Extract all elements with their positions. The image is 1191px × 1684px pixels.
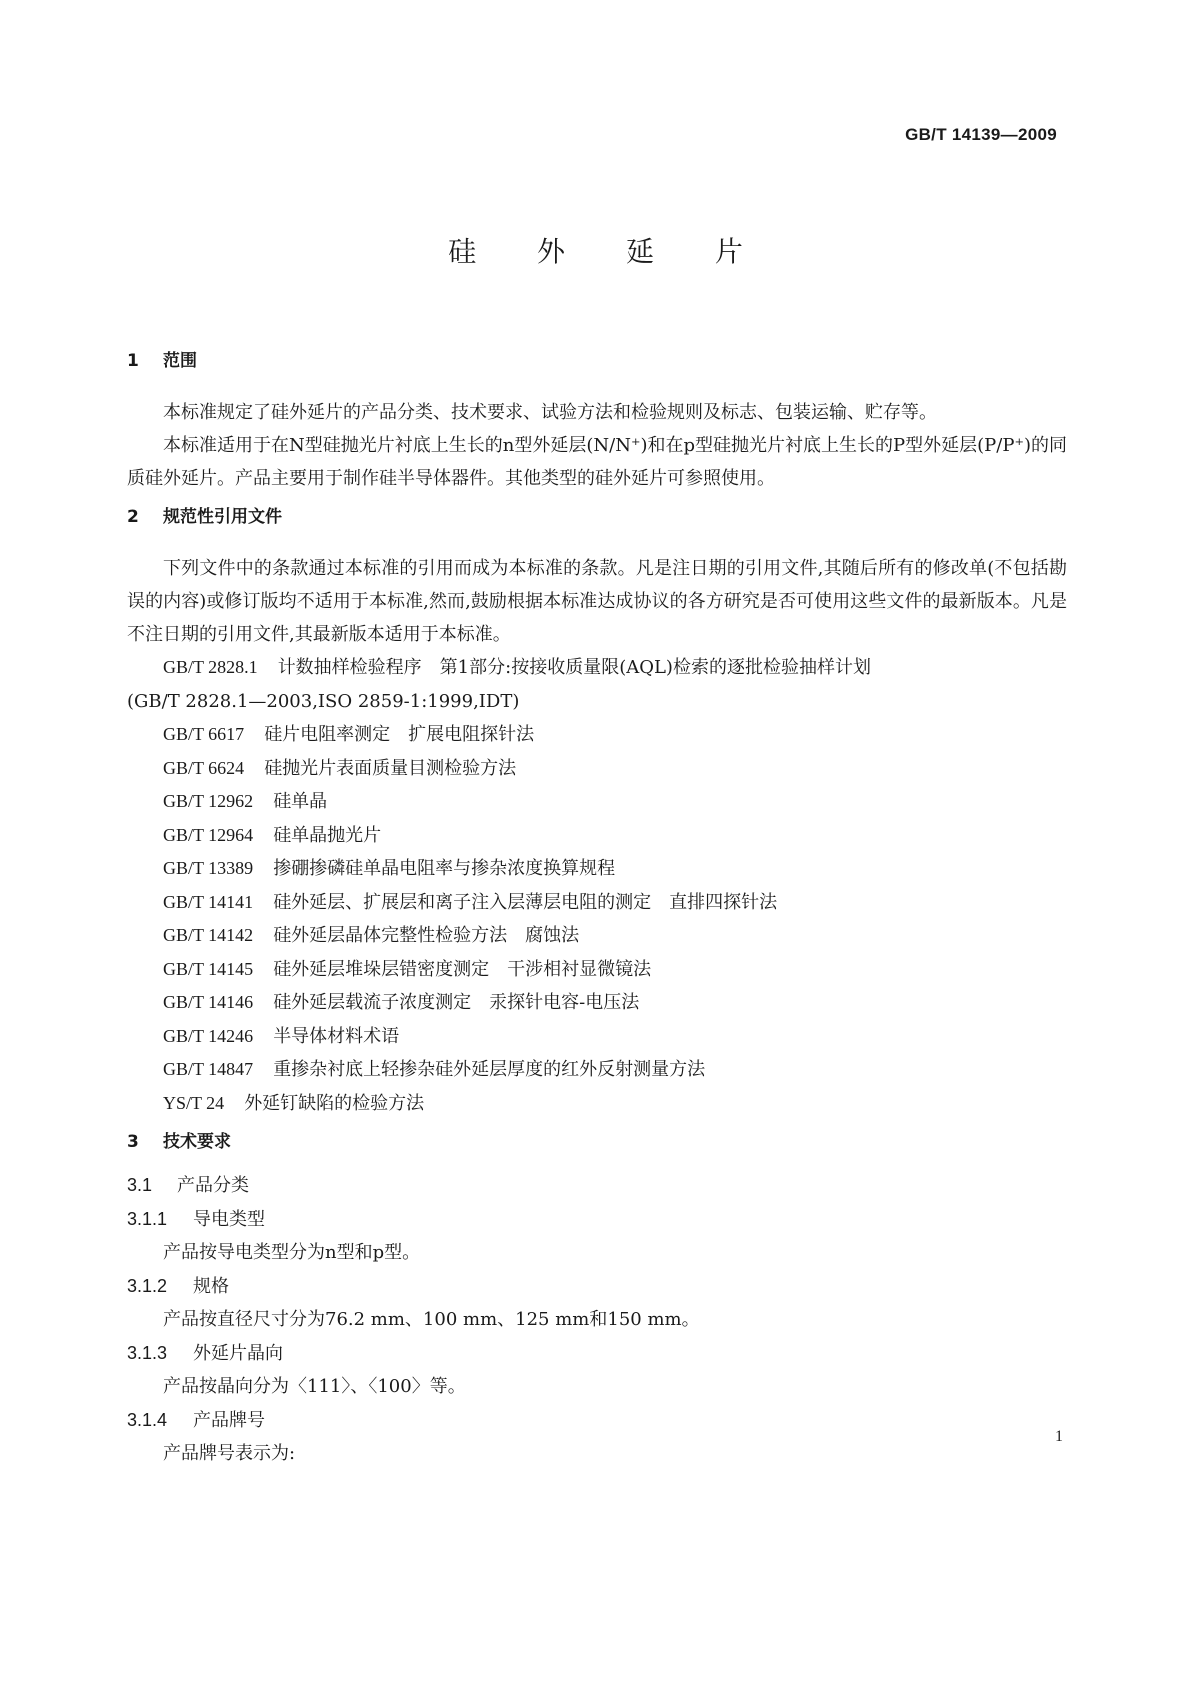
section-number: 3 bbox=[127, 1132, 139, 1152]
reference-title: 外延钉缺陷的检验方法 bbox=[244, 1092, 425, 1114]
clause-heading bbox=[127, 1337, 1067, 1371]
reference-code: GB/T 6617 bbox=[163, 724, 245, 744]
reference-title: 硅外延层晶体完整性检验方法 腐蚀法 bbox=[273, 925, 580, 946]
reference-item bbox=[127, 919, 1067, 953]
reference-item bbox=[127, 1020, 1067, 1054]
reference-title: 硅外延层载流子浓度测定 汞探针电容-电压法 bbox=[273, 992, 640, 1013]
reference-item bbox=[127, 718, 1067, 752]
section-title: 范围 bbox=[163, 351, 197, 371]
reference-item bbox=[127, 651, 1067, 685]
reference-title: 硅外延层堆垛层错密度测定 干涉相衬显微镜法 bbox=[273, 958, 652, 980]
reference-title: 重掺杂衬底上轻掺杂硅外延层厚度的红外反射测量方法 bbox=[273, 1059, 706, 1080]
section-title: 技术要求 bbox=[163, 1132, 231, 1152]
section-number: 2 bbox=[127, 507, 139, 527]
clause-title: 导电类型 bbox=[193, 1208, 265, 1230]
clause-heading bbox=[127, 1404, 1067, 1438]
document-body bbox=[127, 345, 1067, 1471]
scope-paragraph-1: 本标准规定了硅外延片的产品分类、技术要求、试验方法和检验规则及标志、包装运输、贮存等。 bbox=[163, 402, 937, 423]
clause-heading bbox=[127, 1270, 1067, 1304]
clause-body: 产品按直径尺寸分为76.2 mm、100 mm、125 mm和150 mm。 bbox=[163, 1309, 700, 1330]
reference-title: 半导体材料术语 bbox=[273, 1025, 400, 1047]
subsection-title: 产品分类 bbox=[177, 1175, 249, 1196]
reference-code: GB/T 14141 bbox=[163, 891, 254, 912]
reference-item bbox=[127, 986, 1067, 1020]
section-number: 1 bbox=[127, 351, 139, 371]
reference-code: GB/T 13389 bbox=[163, 858, 254, 878]
reference-item bbox=[127, 752, 1067, 786]
reference-item bbox=[127, 953, 1067, 987]
reference-item bbox=[127, 886, 1067, 920]
document-title: 硅 外 延 片 bbox=[448, 235, 769, 268]
reference-title: 硅单晶抛光片 bbox=[273, 824, 382, 846]
clause-title: 外延片晶向 bbox=[193, 1342, 283, 1364]
clause-title: 规格 bbox=[193, 1275, 229, 1297]
reference-code: GB/T 12964 bbox=[163, 824, 254, 845]
clause-number: 3.1.2 bbox=[127, 1275, 168, 1296]
reference-code: GB/T 14142 bbox=[163, 925, 254, 945]
reference-title: 硅抛光片表面质量目测检验方法 bbox=[264, 757, 517, 779]
reference-item bbox=[127, 1087, 1067, 1121]
subsection-heading bbox=[127, 1169, 1067, 1203]
standard-code: GB/T 14139—2009 bbox=[905, 125, 1057, 144]
reference-title: 掺硼掺磷硅单晶电阻率与掺杂浓度换算规程 bbox=[273, 858, 616, 879]
reference-title: 硅外延层、扩展层和离子注入层薄层电阻的测定 直排四探针法 bbox=[273, 891, 778, 913]
reference-item bbox=[127, 1053, 1067, 1087]
clause-heading bbox=[127, 1203, 1067, 1237]
clause-body: 产品牌号表示为: bbox=[163, 1443, 296, 1464]
reference-title: 硅单晶 bbox=[273, 791, 328, 812]
reference-code: GB/T 14246 bbox=[163, 1025, 254, 1046]
clause-title: 产品牌号 bbox=[193, 1409, 265, 1431]
reference-code: GB/T 14145 bbox=[163, 958, 254, 979]
clause-number: 3.1.3 bbox=[127, 1342, 168, 1363]
clause-body: 产品按晶向分为〈111〉、〈100〉等。 bbox=[163, 1376, 466, 1397]
references-intro: 下列文件中的条款通过本标准的引用而成为本标准的条款。凡是注日期的引用文件,其随后所有的修改单(不包括勘误的内容)或修订版均不适用于本标准,然而,鼓励根据本标准达成协议的各方研究是否可使用这些文件的最新版本。凡是不注日期的引用文件,其最新版本适用于本标准。 bbox=[127, 558, 1067, 645]
clause-number: 3.1.1 bbox=[127, 1208, 168, 1229]
section-heading-3 bbox=[127, 1126, 1067, 1159]
reference-continuation: (GB/T 2828.1—2003,ISO 2859-1:1999,IDT) bbox=[127, 690, 520, 712]
reference-code: GB/T 2828.1 bbox=[163, 657, 258, 677]
reference-item bbox=[127, 785, 1067, 819]
reference-title: 硅片电阻率测定 扩展电阻探针法 bbox=[264, 724, 535, 745]
reference-item bbox=[127, 852, 1067, 886]
subsection-number: 3.1 bbox=[127, 1175, 153, 1195]
section-heading-1 bbox=[127, 345, 1067, 378]
clause-body: 产品按导电类型分为n型和p型。 bbox=[163, 1242, 421, 1263]
scope-paragraph-2: 本标准适用于在N型硅抛光片衬底上生长的n型外延层(N/N⁺)和在p型硅抛光片衬底上生长的P型外延层(P/P⁺)的同质硅外延片。产品主要用于制作硅半导体器件。其他类型的硅外延片可参照使用。 bbox=[127, 435, 1067, 489]
reference-code: YS/T 24 bbox=[163, 1092, 225, 1113]
page-number: 1 bbox=[1055, 1428, 1063, 1445]
clause-number: 3.1.4 bbox=[127, 1409, 168, 1430]
reference-code: GB/T 12962 bbox=[163, 791, 254, 811]
reference-title: 计数抽样检验程序 第1部分:按接收质量限(AQL)检索的逐批检验抽样计划 bbox=[277, 657, 871, 678]
section-title: 规范性引用文件 bbox=[163, 507, 282, 527]
reference-code: GB/T 14847 bbox=[163, 1059, 254, 1079]
reference-code: GB/T 6624 bbox=[163, 757, 245, 778]
reference-item bbox=[127, 819, 1067, 853]
section-heading-2 bbox=[127, 501, 1067, 534]
reference-code: GB/T 14146 bbox=[163, 992, 254, 1012]
